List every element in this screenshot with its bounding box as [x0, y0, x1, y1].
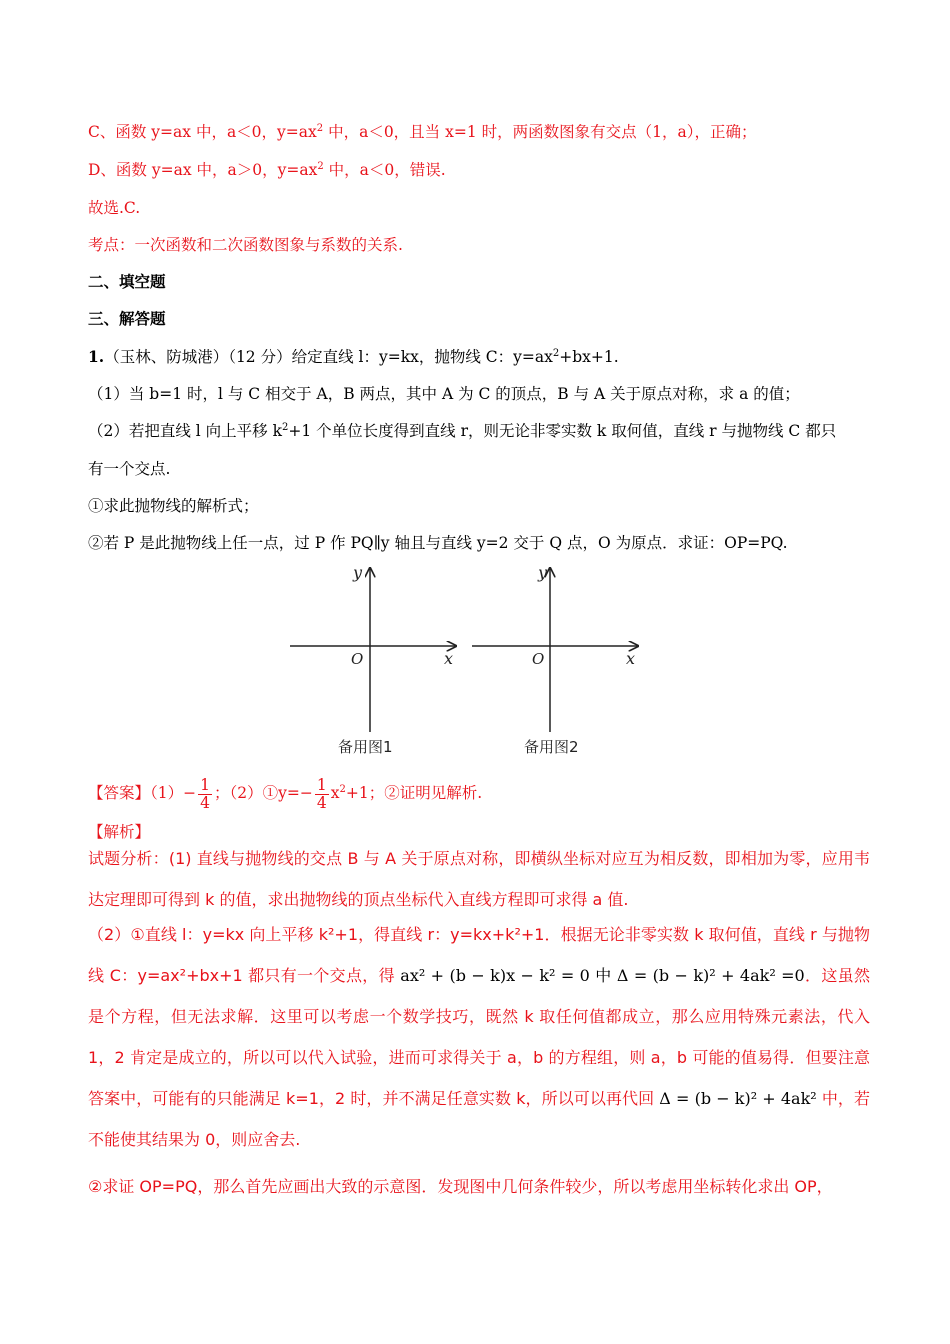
answer-fraction-2 [315, 777, 329, 812]
option-d-sup: 2 [317, 161, 324, 172]
option-d-line [88, 160, 446, 180]
figure-2-x-label: x [626, 649, 636, 668]
figure-1-y-label: y [353, 563, 363, 582]
option-d-text: D、函数 y=ax 中，a＞0，y=ax [88, 161, 318, 179]
answer-tag: 【答案】 [88, 784, 151, 802]
option-d-rest: 中，a＜0，错误. [323, 161, 446, 179]
option-c-sup: 2 [316, 123, 324, 134]
option-c-text: C、函数 y=ax 中，a＜0，y=ax [88, 123, 317, 141]
problem-question-2: ②若 P 是此抛物线上任一点，过 P 作 PQ∥y 轴且与直线 y=2 交于 Q 点，O 为原点．求证：OP=PQ. [88, 534, 788, 552]
answer-fraction-2-num: 1 [316, 775, 327, 794]
answer-x: x [330, 784, 340, 802]
problem-part-2a-text: （2）若把直线 l 向上平移 k [88, 422, 282, 440]
analysis-equation-1: ax² + (b − k)x − k² = 0 中 Δ = (b − k)² + 4ak² =0 [400, 966, 805, 985]
answer-minus-1: − [183, 784, 197, 802]
problem-part-2b: 有一个交点. [88, 460, 171, 478]
answer-line [88, 773, 482, 813]
answer-fraction-2-den: 4 [316, 793, 327, 812]
answer-sep: ；（2）①y= [214, 784, 300, 802]
analysis-tag: 【解析】 [88, 823, 151, 841]
option-c-line [88, 122, 756, 142]
figure-2 [472, 563, 638, 756]
analysis-paragraph-2 [88, 914, 870, 1160]
problem-part-2a-sup: 2 [282, 422, 289, 433]
figure-1-caption: 备用图1 [338, 738, 393, 756]
figure-2-caption: 备用图2 [524, 738, 579, 756]
answer-minus-2: − [299, 784, 313, 802]
analysis-equation-2: Δ = (b − k)² + 4ak² [659, 1089, 817, 1108]
answer-fraction-1-num: 1 [200, 775, 211, 794]
figure-2-y-label: y [538, 563, 548, 582]
section-answer-heading: 三、解答题 [88, 309, 166, 328]
figure-2-origin-label: O [532, 650, 545, 668]
backup-figures [286, 560, 646, 760]
analysis-paragraph-2-a: （2）①直线 l：y=kx 向上平移 k²+1，得直线 r：y=kx+k²+1．根据无论非零实数 k 取何值，直线 r 与抛物线 C：y=ax²+bx+1 都只有一个交点，得 [88, 925, 870, 985]
problem-part-2a [88, 421, 836, 441]
figure-1 [290, 563, 456, 756]
problem-number: 1. [88, 347, 105, 366]
answer-fraction-1-den: 4 [200, 793, 211, 812]
analysis-paragraph-3: ②求证 OP=PQ，那么首先应画出大致的示意图．发现图中几何条件较少，所以考虑用坐标转化求出 OP， [88, 1177, 833, 1196]
axes-figures-svg [286, 560, 646, 760]
answer-x-sup: 2 [339, 784, 346, 795]
option-c-rest: 中，a＜0，且当 x=1 时，两函数图象有交点（1，a），正确； [323, 123, 757, 141]
kaodian-line: 考点：一次函数和二次函数图象与系数的关系. [88, 236, 403, 254]
answer-fraction-1 [198, 777, 212, 812]
problem-intro-text: （玉林、防城港）（12 分）给定直线 l：y=kx，抛物线 C：y=ax [104, 348, 553, 366]
problem-question-1: ①求此抛物线的解析式； [88, 497, 259, 515]
analysis-paragraph-2-b: ．这虽然是个方程，但无法求解．这里可以考虑一个数学技巧，既然 k 取任何值都成立，那么应用特殊元素法，代入 1，2 肯定是成立的，所以可以代入试验，进而可求得关于 a，b 的方程组，则 a，b 可能的值易得．但要注意答案中，可能有的只能满足 k=1，2 时，并不满足任意实数 k，所以可以再代回 [88, 966, 870, 1108]
problem-part-2a-rest: +1 个单位长度得到直线 r，则无论非零实数 k 取何值，直线 r 与抛物线 C 都只 [288, 422, 837, 440]
problem-intro-sup: 2 [552, 348, 560, 359]
answer-rest: +1；②证明见解析. [345, 784, 483, 802]
problem-intro-rest: +bx+1. [559, 348, 619, 366]
analysis-paragraph-2-c: 中，若不能使其结果为 0，则应舍去. [88, 1089, 870, 1149]
section-fill-heading: 二、填空题 [88, 272, 166, 291]
problem-intro [88, 347, 619, 367]
figure-1-x-label: x [444, 649, 454, 668]
choice-line: 故选.C. [88, 199, 141, 217]
analysis-paragraph-1: 试题分析：(1) 直线与抛物线的交点 B 与 A 关于原点对称，即横纵坐标对应互为相反数，即相加为零，应用韦达定理即可得到 k 的值，求出抛物线的顶点坐标代入直线方程即可求得 a 值. [88, 849, 870, 909]
problem-part-1: （1）当 b=1 时，l 与 C 相交于 A，B 两点，其中 A 为 C 的顶点，B 与 A 关于原点对称，求 a 的值； [88, 385, 800, 403]
figure-1-origin-label: O [351, 650, 364, 668]
answer-part1: （1） [150, 784, 184, 802]
